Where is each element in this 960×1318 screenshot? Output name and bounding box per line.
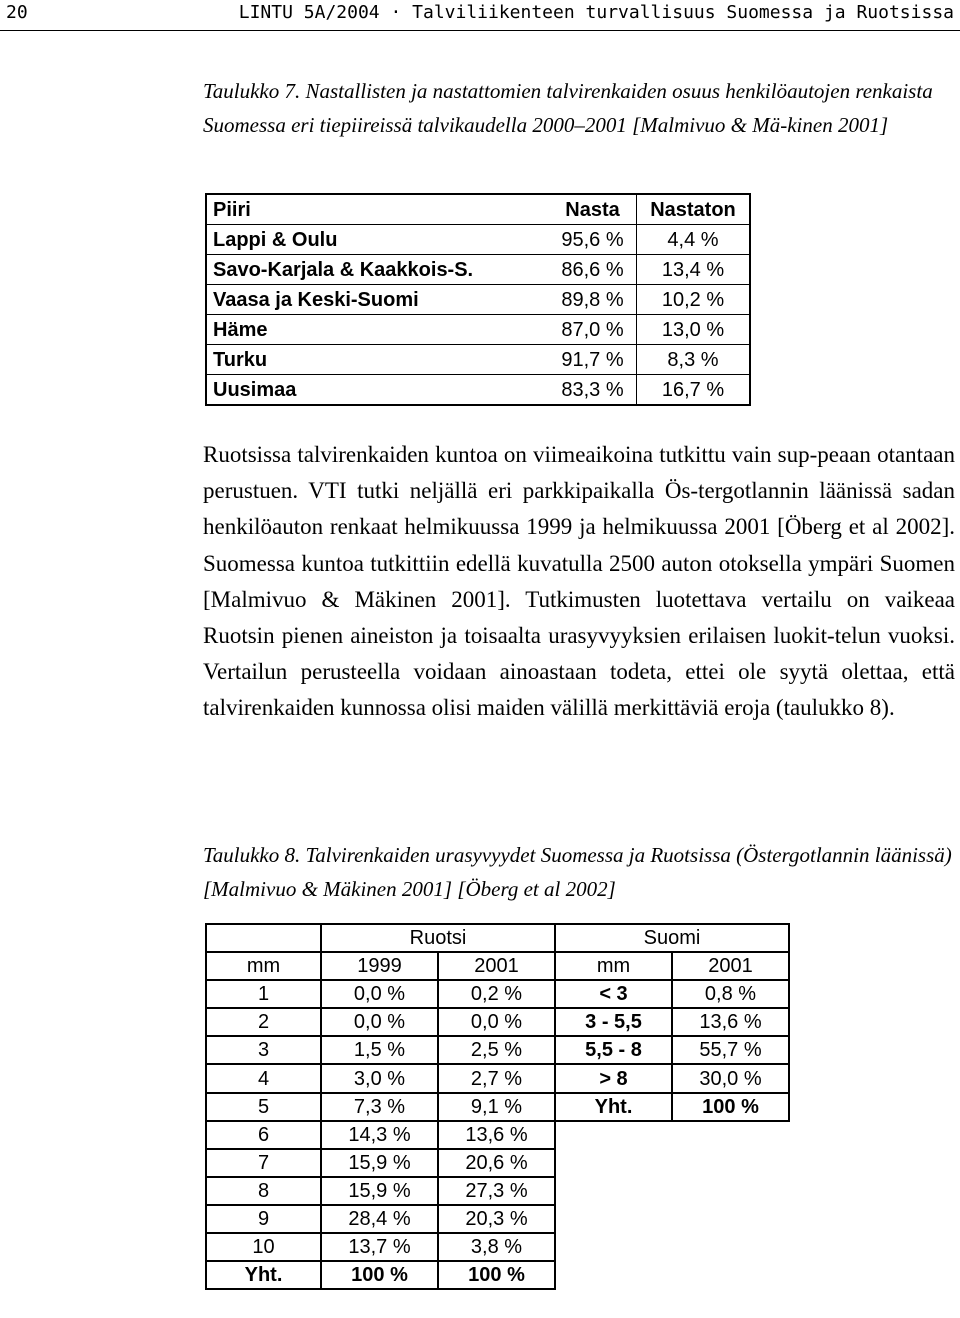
- table-row: [206, 1036, 789, 1064]
- table8-mm: > 8: [555, 1064, 672, 1092]
- table8-mm: 9: [206, 1205, 321, 1233]
- table-row: [206, 1177, 789, 1205]
- table8: [205, 923, 790, 1290]
- table8-value: 14,3 %: [321, 1121, 438, 1149]
- table8-value: 27,3 %: [438, 1177, 555, 1205]
- table8-value: 0,0 %: [321, 980, 438, 1008]
- table8-mm: 8: [206, 1177, 321, 1205]
- table7-nastaton: 13,0 %: [637, 315, 751, 345]
- page-number: 20: [6, 2, 28, 23]
- table-row: [206, 285, 750, 315]
- table8-value: 3,8 %: [438, 1233, 555, 1261]
- table-row: [206, 1149, 789, 1177]
- table-row: [206, 1233, 789, 1261]
- running-head: LINTU 5A/2004 · Talviliikenteen turvallisuus Suomessa ja Ruotsissa: [238, 2, 954, 23]
- table-row: [206, 1261, 789, 1289]
- table8-mm: 3 - 5,5: [555, 1008, 672, 1036]
- table7-district: Lappi & Oulu: [206, 225, 549, 255]
- table7-nastaton: 10,2 %: [637, 285, 751, 315]
- table8-empty-cell: [555, 1177, 789, 1205]
- table8-mm: 10: [206, 1233, 321, 1261]
- table8-value: 55,7 %: [672, 1036, 789, 1064]
- table8-empty-corner: [206, 924, 321, 952]
- table-row: [206, 1093, 789, 1121]
- table8-value: 2,5 %: [438, 1036, 555, 1064]
- table8-value: 0,0 %: [438, 1008, 555, 1036]
- table-row: [206, 345, 750, 375]
- table7-header-cell: Nasta: [549, 194, 637, 225]
- table7-nasta: 86,6 %: [549, 255, 637, 285]
- table8-sub-header: 2001: [438, 952, 555, 980]
- table7-nastaton: 13,4 %: [637, 255, 751, 285]
- table-row: [206, 375, 750, 406]
- table8-value: 100 %: [672, 1093, 789, 1121]
- table8-empty-cell: [555, 1149, 789, 1177]
- table8-value: 9,1 %: [438, 1093, 555, 1121]
- table8-sub-header: 1999: [321, 952, 438, 980]
- table8-mm: 2: [206, 1008, 321, 1036]
- table8-group-header: Ruotsi: [321, 924, 555, 952]
- table-row: [206, 255, 750, 285]
- table7-nastaton: 16,7 %: [637, 375, 751, 406]
- table8-value: 13,7 %: [321, 1233, 438, 1261]
- table8-mm: Yht.: [555, 1093, 672, 1121]
- table8-group-header-row: [206, 924, 789, 952]
- table8-sub-header-row: [206, 952, 789, 980]
- table8-value: 13,6 %: [438, 1121, 555, 1149]
- table8-value: 1,5 %: [321, 1036, 438, 1064]
- table7-header-row: [206, 194, 750, 225]
- table7: [205, 193, 751, 406]
- table8-sub-header: mm: [206, 952, 321, 980]
- table-row: [206, 1205, 789, 1233]
- table8-value: 100 %: [438, 1261, 555, 1289]
- table7-district: Uusimaa: [206, 375, 549, 406]
- table8-value: 15,9 %: [321, 1149, 438, 1177]
- table7-district: Turku: [206, 345, 549, 375]
- table-row: [206, 980, 789, 1008]
- table8-value: 20,3 %: [438, 1205, 555, 1233]
- table7-header-cell: Nastaton: [650, 198, 736, 221]
- table8-value: 30,0 %: [672, 1064, 789, 1092]
- table8-mm: 5,5 - 8: [555, 1036, 672, 1064]
- table8-mm: 1: [206, 980, 321, 1008]
- table7-nasta: 83,3 %: [549, 375, 637, 406]
- table8-mm: < 3: [555, 980, 672, 1008]
- table-row: [206, 1121, 789, 1149]
- table8-mm: 5: [206, 1093, 321, 1121]
- body-paragraph: Ruotsissa talvirenkaiden kuntoa on viimeaikoina tutkittu vain sup-peaan otantaan perustuen. VTI tutki neljällä eri parkkipaikalla Ös-tergotlannin läänissä sadan henkilöauton renkaat helmikuussa 1999 ja helmikuussa 2001 [Öberg et al 2002]. Suomessa kuntoa tutkittiin edellä kuvatulla 2500 auton otoksella ympäri Suomen [Malmivuo & Mäkinen 2001]. Tutkimusten luotettava vertailu on vaikeaa Ruotsin pienen aineiston ja toisaalta urasyvyyksien erilaisen luokit-telun vuoksi. Vertailun perusteella voidaan ainoastaan todeta, ettei ole syytä olettaa, että talvirenkaiden kunnossa olisi maiden välillä merkittäviä eroja (taulukko 8).: [203, 442, 955, 721]
- table7-header-cell: Piiri: [213, 198, 251, 221]
- table8-mm: 4: [206, 1064, 321, 1092]
- table8-value: 28,4 %: [321, 1205, 438, 1233]
- table-row: [206, 1008, 789, 1036]
- table7-district: Häme: [206, 315, 549, 345]
- table8-mm: Yht.: [206, 1261, 321, 1289]
- table8-value: 0,8 %: [672, 980, 789, 1008]
- table7-caption: Taulukko 7. Nastallisten ja nastattomien talvirenkaiden osuus henkilöautojen renkaista Suomessa eri tiepiireissä talvikaudella 2000–2001 [Malmivuo & Mä-kinen 2001]: [203, 79, 933, 137]
- table7-nasta: 91,7 %: [549, 345, 637, 375]
- table8-mm: 7: [206, 1149, 321, 1177]
- table-row: [206, 1064, 789, 1092]
- table7-district: Vaasa ja Keski-Suomi: [206, 285, 549, 315]
- table8-value: 3,0 %: [321, 1064, 438, 1092]
- table-row: [206, 315, 750, 345]
- table8-value: 2,7 %: [438, 1064, 555, 1092]
- table8-value: 15,9 %: [321, 1177, 438, 1205]
- table7-nastaton: 4,4 %: [637, 225, 751, 255]
- table8-value: 100 %: [321, 1261, 438, 1289]
- table8-empty-cell: [555, 1205, 789, 1233]
- table8-group-header: Suomi: [555, 924, 789, 952]
- table7-district: Savo-Karjala & Kaakkois-S.: [206, 255, 549, 285]
- table8-value: 20,6 %: [438, 1149, 555, 1177]
- table8-value: 7,3 %: [321, 1093, 438, 1121]
- running-header: [0, 0, 960, 31]
- table7-nastaton: 8,3 %: [637, 345, 751, 375]
- table8-sub-header: mm: [555, 952, 672, 980]
- table8-empty-cell: [555, 1233, 789, 1261]
- table8-value: 13,6 %: [672, 1008, 789, 1036]
- table7-nasta: 89,8 %: [549, 285, 637, 315]
- table-row: [206, 225, 750, 255]
- table8-mm: 3: [206, 1036, 321, 1064]
- table8-value: 0,2 %: [438, 980, 555, 1008]
- table8-empty-cell: [555, 1261, 789, 1289]
- table8-mm: 6: [206, 1121, 321, 1149]
- table8-caption: Taulukko 8. Talvirenkaiden urasyvyydet Suomessa ja Ruotsissa (Östergotlannin läänissä)[Malmivuo & Mäkinen 2001] [Öberg et al 2002]: [203, 843, 952, 901]
- table8-sub-header: 2001: [672, 952, 789, 980]
- table7-nasta: 95,6 %: [549, 225, 637, 255]
- table8-empty-cell: [555, 1121, 789, 1149]
- table8-value: 0,0 %: [321, 1008, 438, 1036]
- table7-nasta: 87,0 %: [549, 315, 637, 345]
